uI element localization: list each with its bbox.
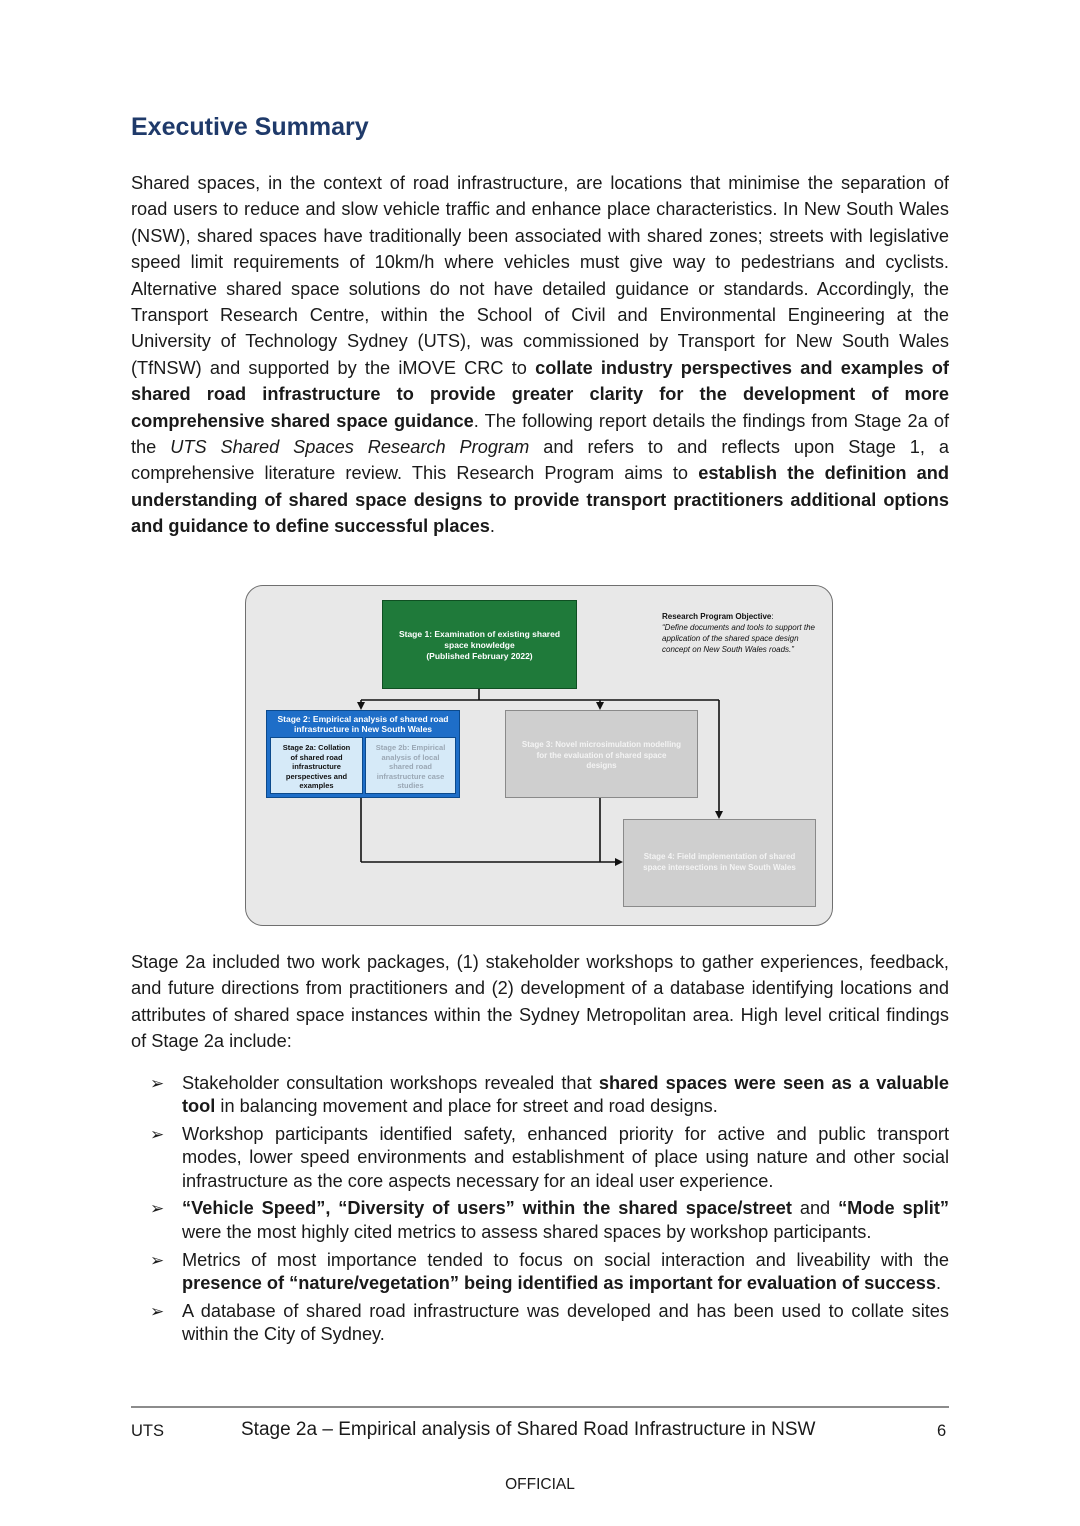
intro-emphasis-aim: establish the definition and understanding of shared space designs to provide transport practitioners additional options and guidance to define successful places — [131, 463, 949, 537]
stage3-line: designs — [586, 761, 617, 770]
footer-title: Stage 2a – Empirical analysis of Shared Road Infrastructure in NSW — [241, 1419, 816, 1440]
bullet-emphasis: “Vehicle Speed”, “Diversity of users” within the shared space/street — [182, 1198, 792, 1219]
arrow-bullet-icon: ➢ — [150, 1125, 165, 1145]
bullet-emphasis: “Mode split” — [838, 1198, 950, 1219]
bullet-text: Stakeholder consultation workshops revealed that — [182, 1073, 599, 1093]
intro-paragraph — [131, 170, 949, 540]
bullet-emphasis: shared spaces were seen as a valuable tool — [182, 1073, 949, 1117]
research-program-diagram — [245, 585, 833, 926]
stage2a-line: examples — [299, 781, 334, 790]
stage4-line: Stage 4: Field implementation of shared — [643, 852, 796, 861]
stage2-line: Stage 2: Empirical analysis of shared road — [277, 714, 449, 724]
intro-text: . — [489, 516, 495, 537]
bullet-text: . — [935, 1272, 941, 1293]
program-objective — [662, 611, 822, 655]
stage2b-line: Stage 2b: Empirical — [375, 743, 446, 752]
stage1-line: (Published February 2022) — [426, 651, 533, 661]
stage3-line: for the evaluation of shared space — [536, 750, 667, 760]
list-item — [131, 1123, 949, 1193]
stage2b-line: shared road — [389, 762, 432, 771]
arrow-bullet-icon: ➢ — [150, 1199, 165, 1219]
arrow-bullet-icon: ➢ — [150, 1074, 165, 1093]
page-number: 6 — [937, 1422, 947, 1440]
stage3-box — [505, 710, 698, 798]
arrow-bullet-icon: ➢ — [150, 1301, 165, 1321]
stage2a-line: Stage 2a: Collation — [282, 743, 351, 752]
stage2b-line: studies — [397, 781, 424, 790]
stage1-line: Stage 1: Examination of existing shared — [398, 629, 561, 639]
objective-title: Research Program Objective — [662, 612, 772, 621]
stage2a-box — [270, 737, 363, 794]
stage2a-line: perspectives and — [285, 771, 348, 781]
stage2a-paragraph: Stage 2a included two work packages, (1) stakeholder workshops to gather experiences, feedback, and future directions from practitioners and (2) development of a database identifying locations and attributes of shared space instances within the Sydney Metropolitan area. High level critical findings of Stage 2a include: — [131, 952, 949, 1052]
intro-text: Shared spaces, in the context of road infrastructure, are locations that minimise the separation of road users to reduce and slow vehicle traffic and enhance place characteristics. In New South Wales (NSW), shared spaces have traditionally been associated with shared zones; streets with legislative speed limit requirements of 10km/h where vehicles must give way to pedestrians and cyclists. Alternative shared space solutions do not have detailed guidance or standards. Accordingly, the Transport Research Centre, within the School of Civil and Environmental Engineering at the University of Technology Sydney (UTS), was commissioned by Transport for New South Wales (TfNSW) and supported by the iMOVE CRC to — [131, 173, 949, 378]
arrow-bullet-icon: ➢ — [150, 1250, 165, 1270]
stage1-box — [382, 600, 577, 689]
list-item — [131, 1300, 949, 1347]
objective-text: “Define documents and tools to support the application of the shared space design concept on New South Wales roads.” — [662, 623, 815, 654]
list-item — [131, 1249, 949, 1296]
bullet-text: were the most highly cited metrics to assess shared spaces by workshop participants. — [182, 1221, 872, 1242]
stage2a-line: infrastructure — [292, 762, 341, 771]
program-name: UTS Shared Spaces Research Program — [170, 437, 530, 458]
page-heading: Executive Summary — [131, 113, 369, 141]
intro-text: . The following report details the findings from Stage 2a of the — [131, 410, 950, 458]
stage2b-line: infrastructure case — [376, 771, 445, 781]
intro-text: and refers to and reflects upon Stage 1, a comprehensive literature review. This Research Program aims to — [131, 437, 949, 484]
stage2b-line: analysis of local — [381, 752, 440, 762]
findings-list — [131, 1072, 949, 1351]
list-item — [131, 1197, 949, 1244]
bullet-text: A database of shared road infrastructure was developed and has been used to collate sites within the City of Sydney. — [182, 1300, 949, 1344]
stage2b-box — [365, 737, 456, 794]
list-item — [131, 1072, 949, 1119]
stage4-box — [623, 819, 816, 907]
stage2-line: infrastructure in New South Wales — [293, 724, 433, 734]
objective-colon: : — [771, 612, 774, 621]
stage2a-line: of shared road — [290, 752, 343, 762]
bullet-text: and — [791, 1198, 839, 1219]
classification-label: OFFICIAL — [505, 1476, 575, 1493]
bullet-text: Metrics of most importance tended to focus on social interaction and liveability with the — [182, 1249, 949, 1270]
stage1-line: space knowledge — [444, 640, 515, 650]
bullet-text: Workshop participants identified safety, enhanced priority for active and public transport modes, lower speed environments and establishment of place using nature and other social infrastructure as the core aspects necessary for an ideal user experience. — [182, 1124, 949, 1191]
intro-emphasis-collate: collate industry perspectives and examples of shared road infrastructure to provide greater clarity for the development of more comprehensive shared space guidance — [131, 357, 949, 431]
footer-divider — [131, 1406, 949, 1408]
bullet-text: in balancing movement and place for street and road designs. — [215, 1096, 718, 1117]
footer-org: UTS — [131, 1422, 164, 1440]
bullet-emphasis: presence of “nature/vegetation” being identified as important for evaluation of success — [182, 1272, 936, 1293]
stage4-line: space intersections in New South Wales — [643, 862, 796, 872]
stage3-line: Stage 3: Novel microsimulation modelling — [521, 740, 682, 749]
